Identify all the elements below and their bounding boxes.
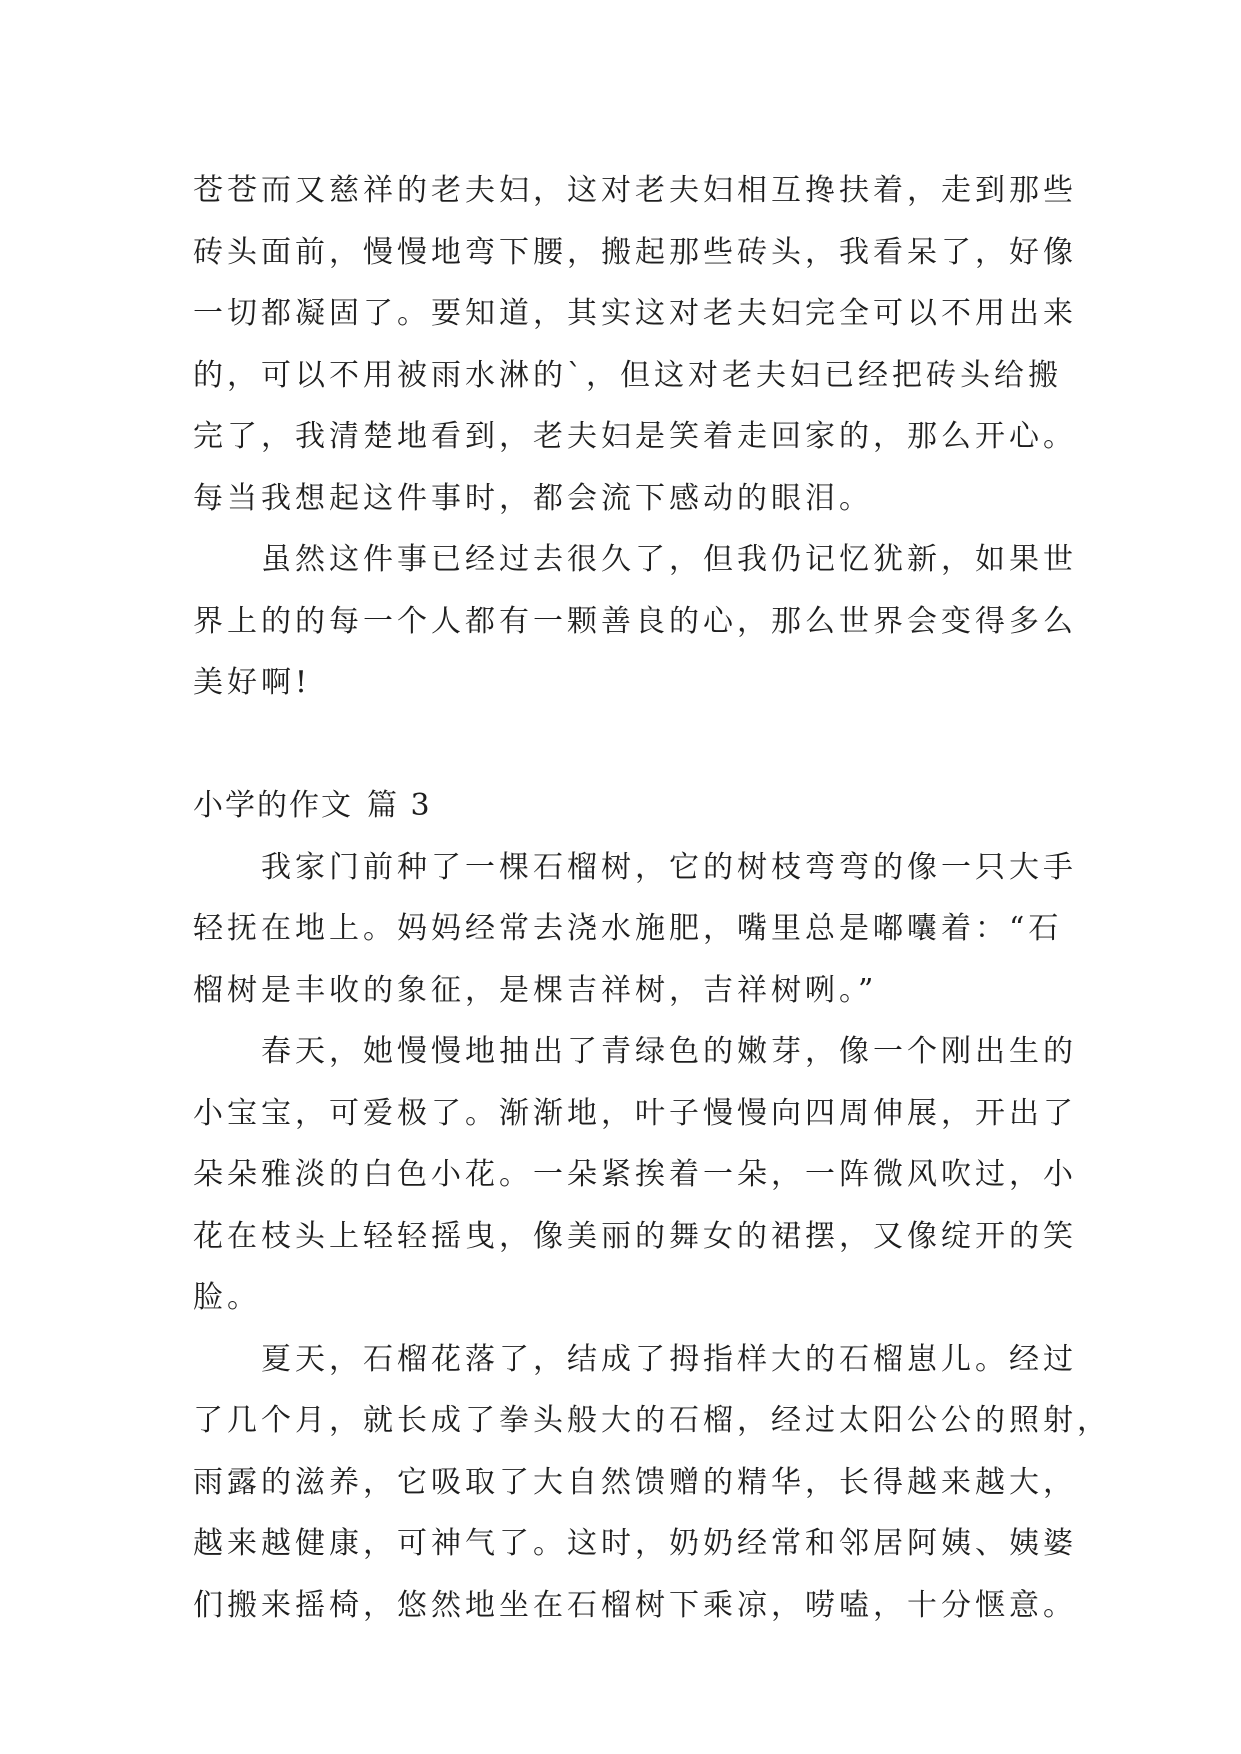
paragraph-line: 我家门前种了一棵石榴树，它的树枝弯弯的像一只大手 <box>261 849 1077 885</box>
section-gap <box>193 714 1063 776</box>
section-heading-title: 小学的作文 <box>193 788 353 823</box>
paragraph-line: 一切都凝固了。要知道，其实这对老夫妇完全可以不用出来 <box>193 296 1077 331</box>
paragraph-line: 朵朵雅淡的白色小花。一朵紧挨着一朵，一阵微风吹过，小 <box>193 1157 1077 1192</box>
paragraph-line: 界上的的每一个人都有一颗善良的心，那么世界会变得多么 <box>193 603 1077 639</box>
paragraph-line: 完了，我清楚地看到，老夫妇是笑着走回家的，那么开心。 <box>193 419 1077 454</box>
paragraph-line: 砖头面前，慢慢地弯下腰，搬起那些砖头，我看呆了，好像 <box>193 234 1077 270</box>
paragraph-line: 榴树是丰收的象征，是棵吉祥树，吉祥树咧。” <box>193 972 878 1008</box>
paragraph-line: 了几个月，就长成了拳头般大的石榴，经过太阳公公的照射， <box>193 1403 1111 1438</box>
document-body <box>193 160 1111 1636</box>
paragraph-line: 轻抚在地上。妈妈经常去浇水施肥，嘴里总是嘟囔着：“石 <box>193 911 1063 946</box>
paragraph-line: 花在枝头上轻轻摇曳，像美丽的舞女的裙摆，又像绽开的笑 <box>193 1218 1077 1254</box>
paragraph-line: 每当我想起这件事时，都会流下感动的眼泪。 <box>193 480 873 516</box>
paragraph-line: 的，可以不用被雨水淋的`，但这对老夫妇已经把砖头给搬 <box>193 357 1062 393</box>
paragraph-line: 们搬来摇椅，悠然地坐在石榴树下乘凉，唠嗑，十分惬意。 <box>193 1587 1077 1623</box>
paragraph-line: 脸。 <box>193 1280 261 1315</box>
section-heading <box>193 775 1063 837</box>
paragraph-line: 美好啊! <box>193 665 312 700</box>
paragraph-line: 虽然这件事已经过去很久了，但我仍记忆犹新，如果世 <box>261 542 1077 577</box>
paragraph-line: 夏天，石榴花落了，结成了拇指样大的石榴崽儿。经过 <box>261 1341 1077 1377</box>
paragraph-line: 小宝宝，可爱极了。渐渐地，叶子慢慢向四周伸展，开出了 <box>193 1095 1077 1131</box>
section-heading-number: 篇 3 <box>367 788 432 823</box>
paragraph-line: 雨露的滋养，它吸取了大自然馈赠的精华，长得越来越大， <box>193 1464 1077 1500</box>
paragraph-line: 越来越健康，可神气了。这时，奶奶经常和邻居阿姨、姨婆 <box>193 1526 1077 1561</box>
paragraph-line: 春天，她慢慢地抽出了青绿色的嫩芽，像一个刚出生的 <box>261 1034 1077 1069</box>
paragraph-line: 苍苍而又慈祥的老夫妇，这对老夫妇相互搀扶着，走到那些 <box>193 173 1077 208</box>
